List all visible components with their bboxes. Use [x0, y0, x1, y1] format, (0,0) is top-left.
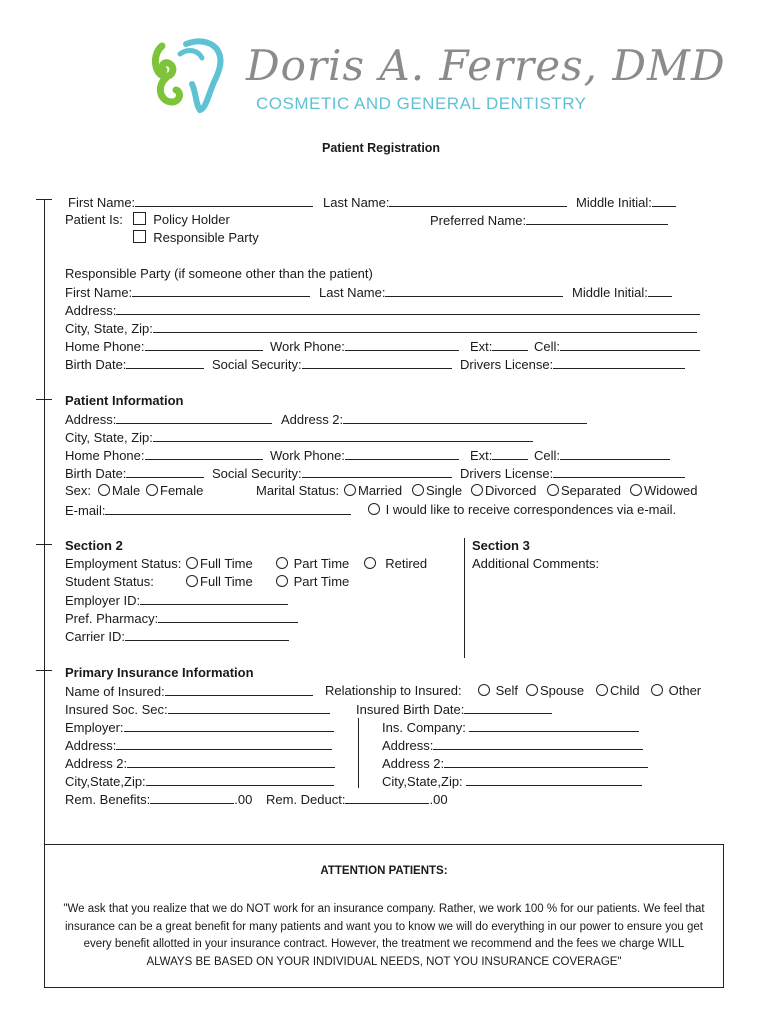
marital-separated-radio[interactable]: Separated [547, 483, 621, 499]
employer-id-field[interactable]: Employer ID: [65, 592, 288, 609]
employment-status-label: Employment Status: [65, 556, 182, 571]
employer-field[interactable]: Employer: [65, 719, 334, 736]
rem-benefits-field[interactable]: Rem. Benefits: .00 [65, 792, 253, 807]
pref-pharmacy-field[interactable]: Pref. Pharmacy: [65, 610, 298, 627]
pi-drivers-license-field[interactable]: Drivers License: [460, 465, 685, 482]
marital-single-radio[interactable]: Single [412, 483, 462, 499]
first-name-field[interactable]: First Name: [68, 194, 313, 211]
pi-city-state-zip-field[interactable]: City, State, Zip: [65, 429, 533, 446]
ins-company-field[interactable]: Ins. Company: [382, 719, 639, 736]
sex-male-radio[interactable]: Male [98, 483, 140, 499]
sex-female-radio[interactable]: Female [146, 483, 203, 499]
employment-full-time-radio[interactable]: Full Time [186, 556, 253, 572]
pi-home-phone-field[interactable]: Home Phone: [65, 447, 263, 464]
sex-label: Sex: [65, 483, 92, 498]
pi-cell-field[interactable]: Cell: [534, 447, 670, 464]
notice-title: ATTENTION PATIENTS: [320, 865, 448, 877]
section-divider [464, 538, 465, 658]
ins-city-state-zip-field[interactable]: City,State,Zip: [65, 773, 334, 790]
attention-notice-box [44, 844, 724, 988]
marital-status-label: Marital Status: [256, 483, 340, 498]
marital-married-radio[interactable]: Married [344, 483, 402, 499]
rp-ext-field[interactable]: Ext: [470, 338, 528, 355]
relationship-other-radio[interactable]: Other [651, 683, 701, 699]
notice-body: "We ask that you realize that we do NOT work for an insurance company. Rather, we work 100 % for our patients. We feel that insurance can be a great benefit for many patients and want you to know we will do everything in our power to ensure you get every benefit allotted in your insurance contract. However, the treatment we recommend and the fees we charge WILL ALWAYS BE BASED ON YOUR INDIVIDUAL NEEDS, NOT YOU INSURANCE COVERAGE" [63, 903, 705, 968]
insured-birth-date-field[interactable]: Insured Birth Date: [356, 701, 552, 718]
ins-company-city-state-zip-field[interactable]: City,State,Zip: [382, 773, 642, 790]
rp-first-name-field[interactable]: First Name: [65, 284, 310, 301]
patient-info-heading: Patient Information [65, 393, 184, 408]
section2-heading: Section 2 [65, 538, 123, 553]
rp-home-phone-field[interactable]: Home Phone: [65, 338, 263, 355]
pi-address2-field[interactable]: Address 2: [281, 411, 587, 428]
rem-deduct-field[interactable]: Rem. Deduct: .00 [266, 792, 448, 807]
policy-holder-checkbox[interactable]: Policy Holder [133, 212, 230, 228]
left-border [44, 199, 45, 844]
relationship-label: Relationship to Insured: [325, 683, 462, 698]
rp-birth-date-field[interactable]: Birth Date: [65, 356, 204, 373]
student-full-time-radio[interactable]: Full Time [186, 574, 253, 590]
additional-comments-label: Additional Comments: [472, 556, 600, 571]
marital-divorced-radio[interactable]: Divorced [471, 483, 536, 499]
rp-drivers-license-field[interactable]: Drivers License: [460, 356, 685, 373]
insurance-heading: Primary Insurance Information [65, 665, 254, 680]
carrier-id-field[interactable]: Carrier ID: [65, 628, 289, 645]
patient-is-label: Patient Is: [65, 212, 123, 227]
student-status-label: Student Status: [65, 574, 154, 589]
pi-address-field[interactable]: Address: [65, 411, 272, 428]
tick [36, 670, 52, 671]
ins-address-field[interactable]: Address: [65, 737, 332, 754]
responsible-heading: Responsible Party (if someone other than the patient) [65, 266, 373, 281]
relationship-self-radio[interactable]: Self [478, 683, 518, 699]
rp-city-state-zip-field[interactable]: City, State, Zip: [65, 320, 697, 337]
insured-ssn-field[interactable]: Insured Soc. Sec: [65, 701, 330, 718]
pi-birth-date-field[interactable]: Birth Date: [65, 465, 204, 482]
email-field[interactable]: E-mail: [65, 502, 351, 519]
insurance-divider [358, 718, 359, 788]
middle-initial-field[interactable]: Middle Initial: [576, 194, 676, 211]
rp-last-name-field[interactable]: Last Name: [319, 284, 563, 301]
preferred-name-field[interactable]: Preferred Name: [430, 212, 668, 229]
relationship-spouse-radio[interactable]: Spouse [526, 683, 584, 699]
practice-name: Doris A. Ferres, DMD [246, 41, 726, 90]
practice-subtitle: COSMETIC AND GENERAL DENTISTRY [256, 94, 587, 113]
rp-address-field[interactable]: Address: [65, 302, 700, 319]
student-part-time-radio[interactable]: Part Time [276, 574, 349, 590]
employment-retired-radio[interactable]: Retired [364, 556, 427, 572]
pi-ext-field[interactable]: Ext: [470, 447, 528, 464]
last-name-field[interactable]: Last Name: [323, 194, 567, 211]
ins-company-address2-field[interactable]: Address 2: [382, 755, 648, 772]
pi-work-phone-field[interactable]: Work Phone: [270, 447, 459, 464]
section3-heading: Section 3 [472, 538, 530, 553]
tick [36, 544, 52, 545]
relationship-child-radio[interactable]: Child [596, 683, 640, 699]
rp-cell-field[interactable]: Cell: [534, 338, 700, 355]
email-pref-radio[interactable]: I would like to receive correspondences via e-mail. [368, 502, 676, 518]
employment-part-time-radio[interactable]: Part Time [276, 556, 349, 572]
tick [36, 199, 52, 200]
rp-middle-initial-field[interactable]: Middle Initial: [572, 284, 672, 301]
form-title: Patient Registration [322, 141, 441, 155]
pi-ssn-field[interactable]: Social Security: [212, 465, 452, 482]
ins-company-address-field[interactable]: Address: [382, 737, 643, 754]
responsible-party-checkbox[interactable]: Responsible Party [133, 230, 259, 246]
ins-address2-field[interactable]: Address 2: [65, 755, 335, 772]
rp-work-phone-field[interactable]: Work Phone: [270, 338, 459, 355]
tooth-logo-icon [150, 36, 230, 116]
name-of-insured-field[interactable]: Name of Insured: [65, 683, 313, 700]
marital-widowed-radio[interactable]: Widowed [630, 483, 697, 499]
rp-ssn-field[interactable]: Social Security: [212, 356, 452, 373]
tick [36, 399, 52, 400]
